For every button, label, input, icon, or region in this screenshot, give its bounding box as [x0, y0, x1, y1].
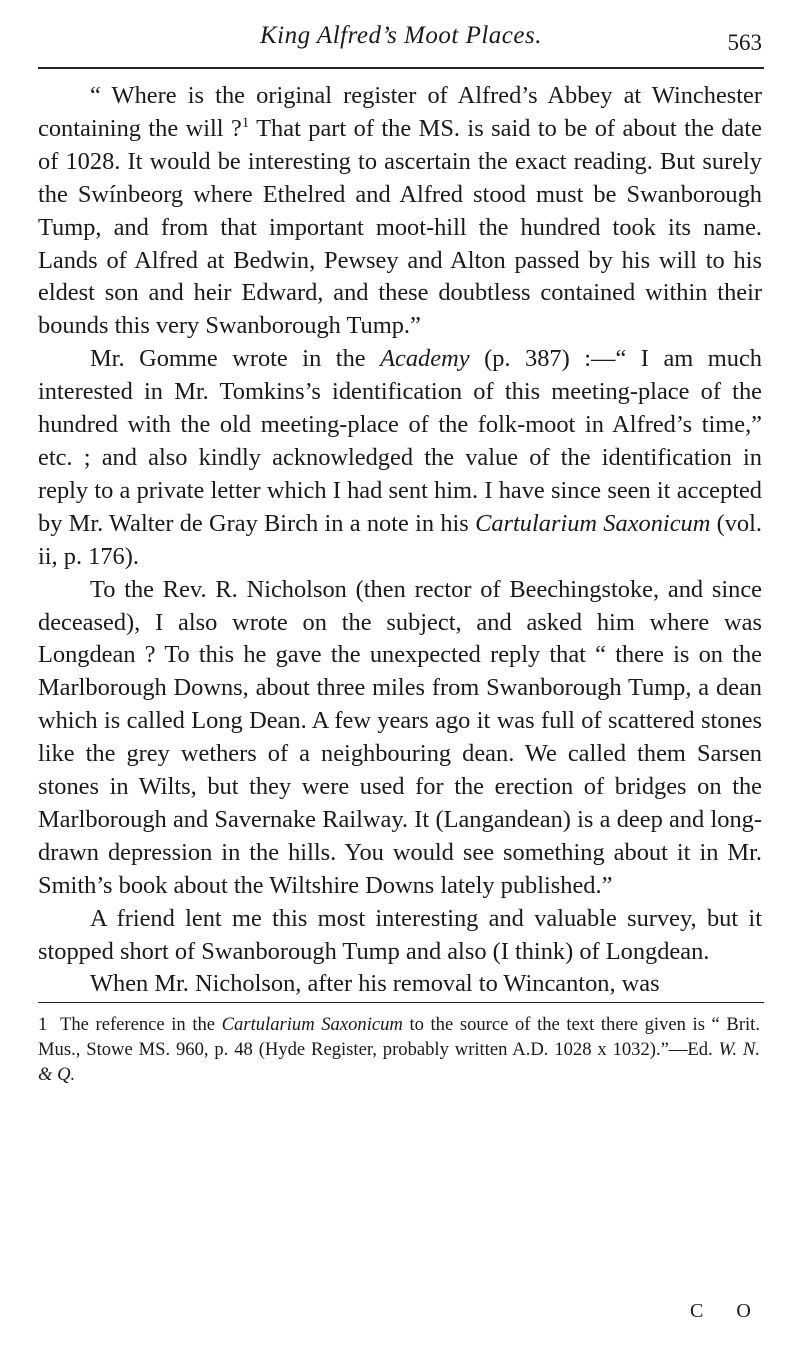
body-text	[38, 80, 762, 1001]
signature-mark: C O	[690, 1300, 765, 1322]
paragraph-5: When Mr. Nicholson, after his removal to Wincanton, was	[90, 970, 660, 998]
footnote: 1 The reference in the Cartularium Saxonicum to the source of the text there given is “ Brit. Mus., Stowe MS. 960, p. 48 (Hyde Register, probably written A.D. 1028 x 1032).”—Ed. W. N. & Q.	[38, 1014, 760, 1085]
page-number: 563	[727, 30, 762, 55]
footnote-rule	[38, 1002, 764, 1003]
paragraph-3: To the Rev. R. Nicholson (then rector of Beechingstoke, and since deceased), I also wrote on the subject, and asked him where was Longdean ? To this he gave the unexpected reply that “ there is on the Marlborough Downs, about three miles from Swanborough Tump, a dean which is called Long Dean. A few years ago it was full of scattered stones like the grey wethers of a neighbouring dean. We called them Sarsen stones in Wilts, but they were used for the erection of bridges on the Marlborough and Savernake Railway. It (Langandean) is a deep and long-drawn depression in the hills. You would see something about it in Mr. Smith’s book about the Wiltshire Downs lately published.”	[38, 575, 762, 899]
running-title: King Alfred’s Moot Places.	[260, 22, 542, 49]
footnote-reference: 1	[241, 114, 250, 131]
header-rule	[38, 67, 764, 69]
work-title: Cartularium Saxonicum	[475, 509, 711, 537]
page-header	[38, 22, 764, 58]
paragraph-1: “ Where is the original register of Alfred’s Abbey at Winchester containing the will ?$^1$ That part of the MS. is said to be of about the date of 1028. It would be interesting to ascertain the exact reading. But surely the Swínbeorg where Ethelred and Alfred stood must be Swanborough Tump, and from that important moot-hill the hundred took its name. Lands of Alfred at Bedwin, Pewsey and Alton passed by his will to his eldest son and heir Edward, and these doubtless contained within their bounds this very Swanborough Tump.”	[38, 82, 762, 340]
footnote-journal: W. N. & Q.	[38, 1039, 760, 1085]
paragraph-2: Mr. Gomme wrote in the Academy (p. 387) :—“ I am much interested in Mr. Tomkins’s identification of this meeting-place of the hundred with the old meeting-place of the folk-moot in Alfred’s time,” etc. ; and also kindly acknowledged the value of the identification in reply to a private letter which I had sent him. I have since seen it accepted by Mr. Walter de Gray Birch in a note in his Cartularium Saxonicum (vol. ii, p. 176).	[38, 345, 762, 570]
journal-title: Academy	[380, 345, 470, 373]
paragraph-4: A friend lent me this most interesting and valuable survey, but it stopped short of Swanborough Tump and also (I think) of Longdean.	[38, 904, 762, 965]
footnote-mark: 1	[38, 1014, 48, 1035]
footnote-work-title: Cartularium Saxonicum	[221, 1014, 403, 1035]
